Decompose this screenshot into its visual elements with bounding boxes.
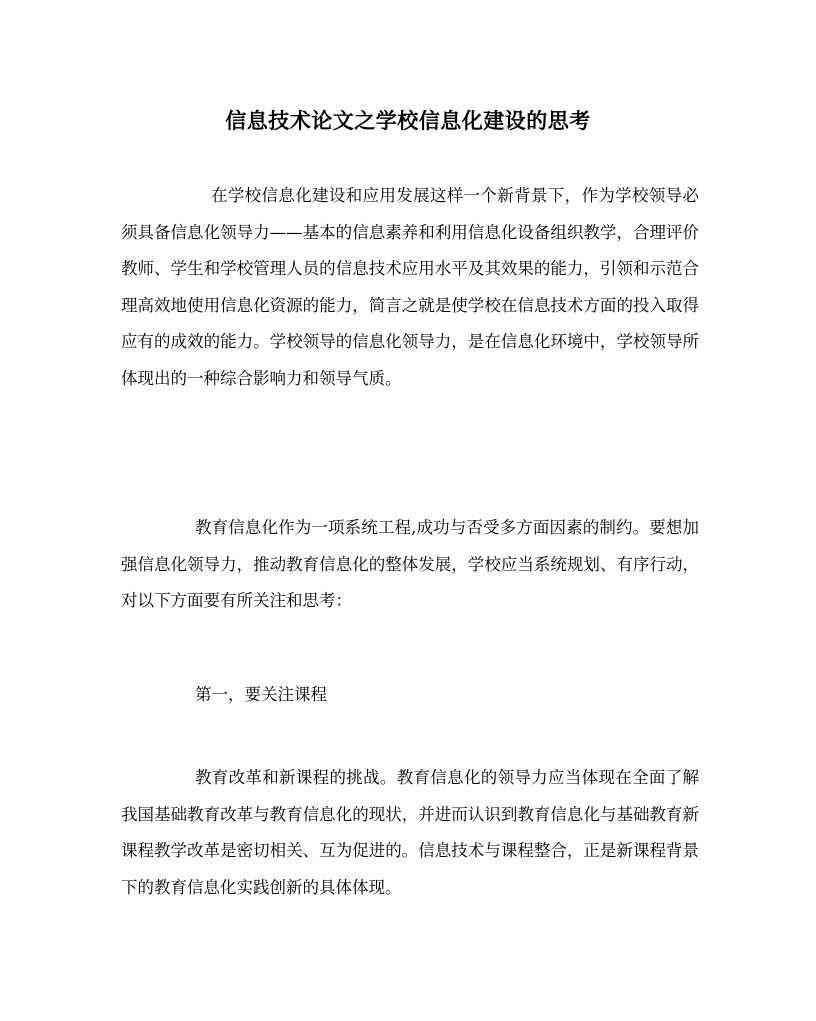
paragraph-intro: 在学校信息化建设和应用发展这样一个新背景下，作为学校领导必须具备信息化领导力——基本的信息素养和利用信息化设备组织教学，合理评价教师、学生和学校管理人员的信息技术应用水平及其效果的能力，引领和示范合理高效地使用信息化资源的能力，简言之就是使学校在信息技术方面的投入取得应有的成效的能力。学校领导的信息化领导力，是在信息化环境中，学校领导所体现出的一种综合影响力和领导气质。 — [121, 186, 699, 388]
document-title: 信息技术论文之学校信息化建设的思考 — [225, 108, 591, 133]
section-heading-curriculum: 第一，要关注课程 — [195, 685, 327, 704]
paragraph-curriculum: 教育改革和新课程的挑战。教育信息化的领导力应当体现在全面了解我国基础教育改革与教育信息化的现状，并进而认识到教育信息化与基础教育新课程教学改革是密切相关、互为促进的。信息技术与课程整合，正是新课程背景下的教育信息化实践创新的具体体现。 — [121, 768, 699, 897]
paragraph-system-engineering: 教育信息化作为一项系统工程,成功与否受多方面因素的制约。要想加强信息化领导力，推动教育信息化的整体发展，学校应当系统规划、有序行动，对以下方面要有所关注和思考： — [121, 518, 699, 610]
